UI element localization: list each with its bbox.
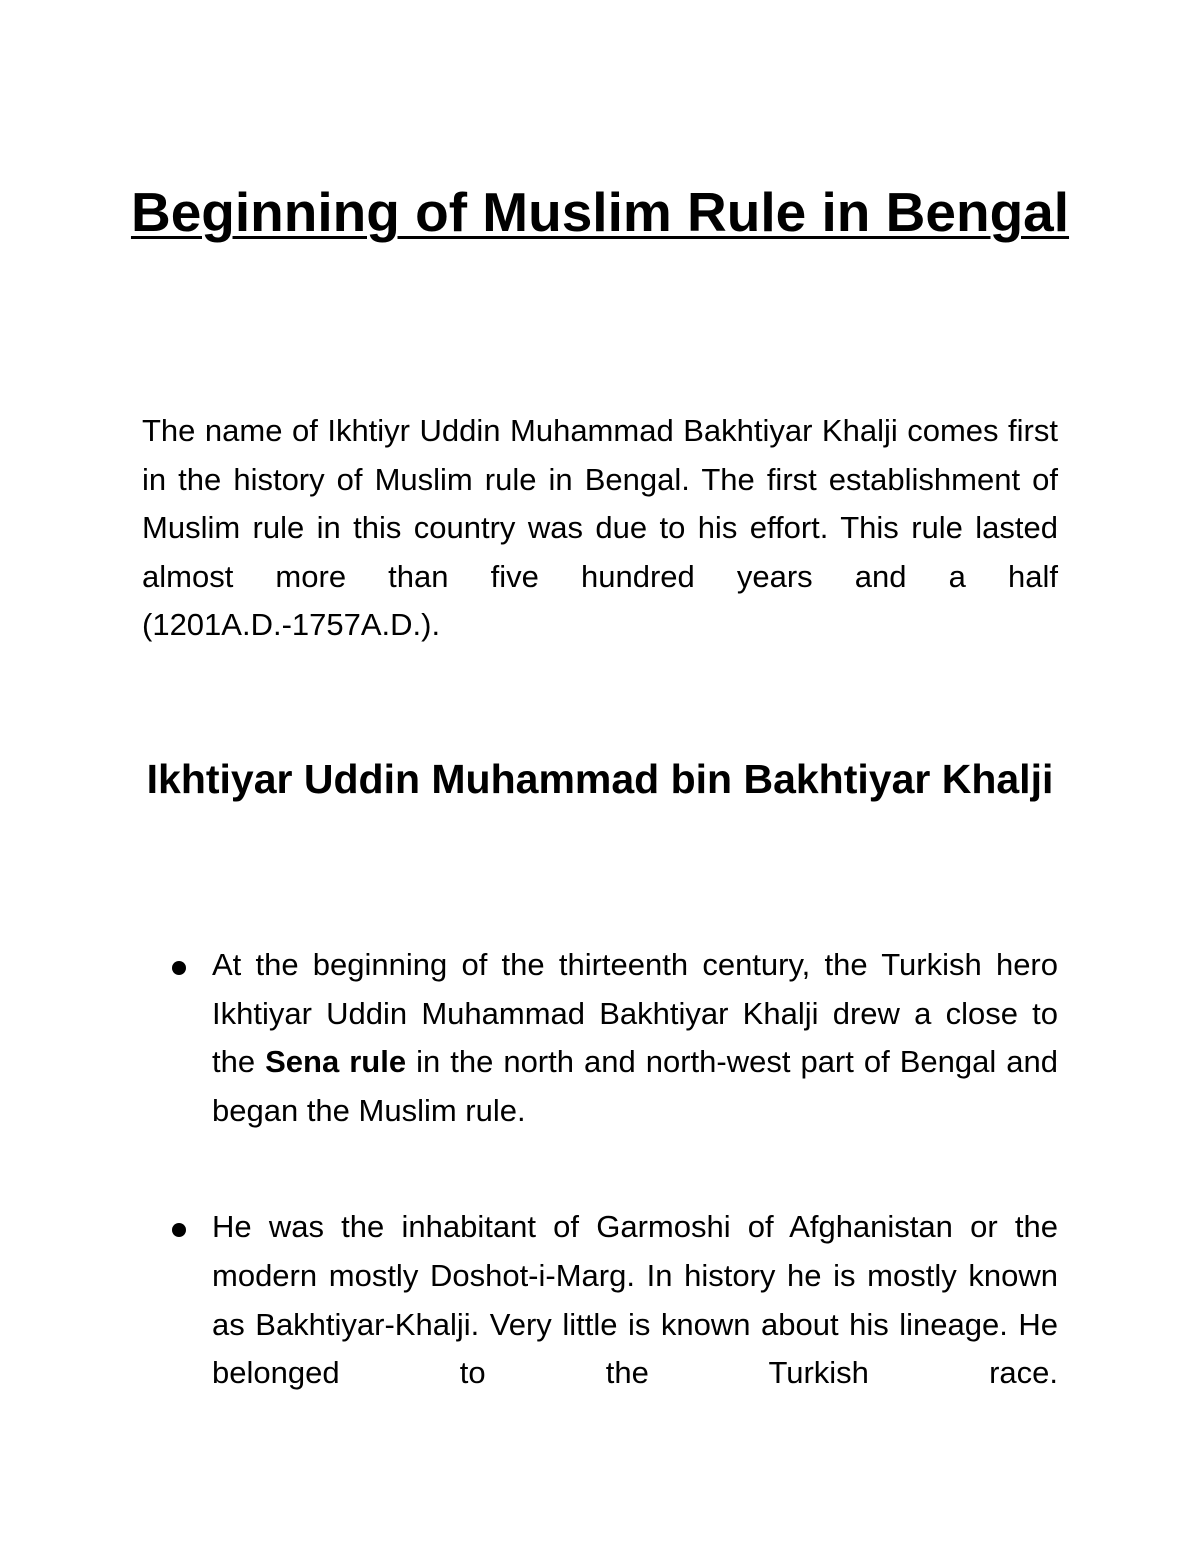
intro-paragraph: The name of Ikhtiyr Uddin Muhammad Bakhtiyar Khalji comes first in the history of Muslim rule in Bengal. The first establishment of Muslim rule in this country was due to his effort. This rule lasted almost more than five hundred years and a half (1201A.D.-1757A.D.). [142, 413, 1058, 643]
bullet-dot-icon [172, 961, 186, 975]
section-heading: Ikhtiyar Uddin Muhammad bin Bakhtiyar Khalji [146, 756, 1054, 802]
document-title: Beginning of Muslim Rule in Bengal [130, 181, 1070, 243]
bullet-list [0, 941, 1200, 1466]
bullet-text-start: At the beginning of the thirteenth century, the Turkish hero Ikhtiyar Uddin Muhammad Bakhtiyar Khalji drew a close to the [212, 947, 1058, 1080]
bullet-item-sena-rule [0, 941, 1200, 1135]
bullet-text [212, 941, 1058, 1135]
bullet-item-inhabitant [0, 1203, 1200, 1397]
bullet-text-end: in the north and north-west part of Bengal and began the Muslim rule. [212, 1044, 1058, 1128]
bullet-text: He was the inhabitant of Garmoshi of Afghanistan or the modern mostly Doshot-i-Marg. In history he is mostly known as Bakhtiyar-Khalji. Very little is known about his lineage. He belonged to the Turkish race. [212, 1209, 1058, 1391]
bullet-dot-icon [172, 1223, 186, 1237]
bold-term-sena-rule: Sena rule [265, 1044, 407, 1080]
